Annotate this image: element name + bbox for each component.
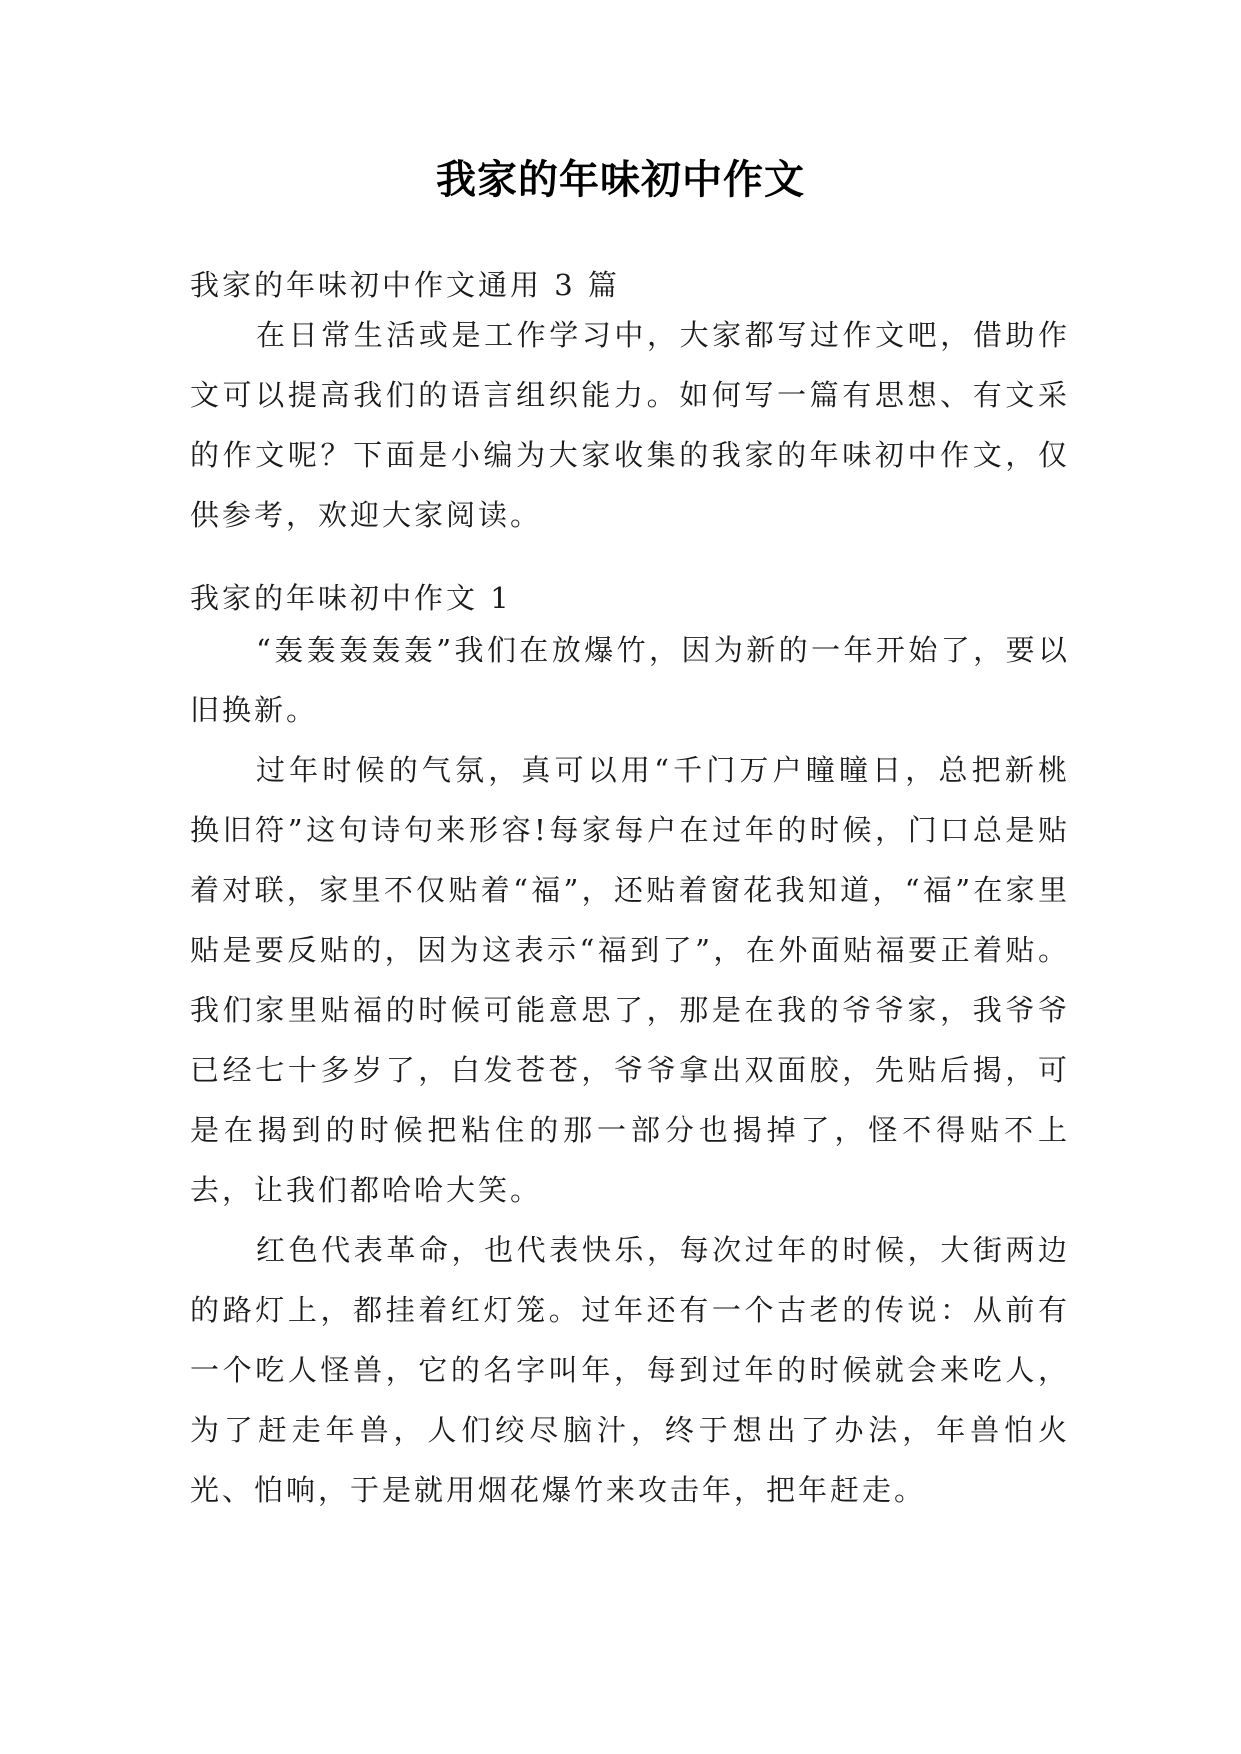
essay-body: [190, 620, 1070, 1520]
essay-paragraph: “轰轰轰轰轰”我们在放爆竹，因为新的一年开始了，要以旧换新。: [190, 633, 1070, 727]
intro-paragraph: 在日常生活或是工作学习中，大家都写过作文吧，借助作文可以提高我们的语言组织能力。如何写一篇有思想、有文采的作文呢？下面是小编为大家收集的我家的年味初中作文，仅供参考，欢迎大家阅读。: [190, 318, 1070, 532]
document-subtitle: 我家的年味初中作文通用 3 篇: [190, 268, 620, 302]
intro-block: [190, 305, 1070, 545]
essay-paragraph: 过年时候的气氛，真可以用“千门万户瞳瞳日，总把新桃换旧符”这句诗句来形容!每家每户在过年的时候，门口总是贴着对联，家里不仅贴着“福”，还贴着窗花我知道，“福”在家里贴是要反贴的，因为这表示“福到了”，在外面贴福要正着贴。我们家里贴福的时候可能意思了，那是在我的爷爷家，我爷爷已经七十多岁了，白发苍苍，爷爷拿出双面胶，先贴后揭，可是在揭到的时候把粘住的那一部分也揭掉了，怪不得贴不上去，让我们都哈哈大笑。: [190, 753, 1070, 1207]
document-title: 我家的年味初中作文: [436, 157, 805, 203]
section-heading: 我家的年味初中作文 1: [190, 581, 512, 615]
essay-paragraph: 红色代表革命，也代表快乐，每次过年的时候，大街两边的路灯上，都挂着红灯笼。过年还有一个古老的传说：从前有一个吃人怪兽，它的名字叫年，每到过年的时候就会来吃人，为了赶走年兽，人们绞尽脑汁，终于想出了办法，年兽怕火光、怕响，于是就用烟花爆竹来攻击年，把年赶走。: [190, 1233, 1070, 1507]
